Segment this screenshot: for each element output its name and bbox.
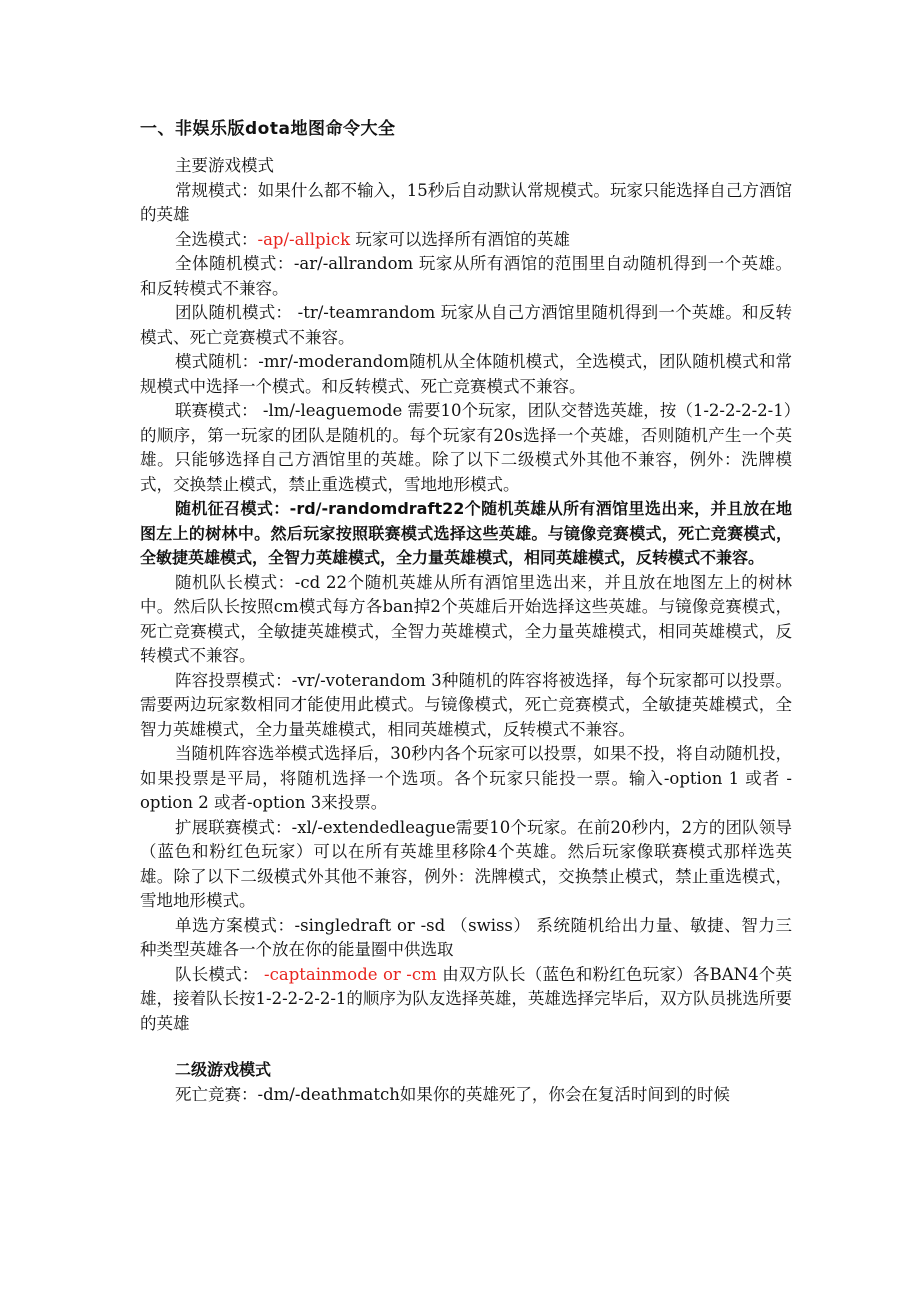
section-heading-secondary-modes: 二级游戏模式 (175, 1060, 272, 1079)
captainmode-label: 队长模式： (175, 964, 259, 984)
allpick-desc: 玩家可以选择所有酒馆的英雄 (350, 229, 570, 249)
paragraph-singledraft-mode: 单选方案模式：-singledraft or -sd （swiss） 系统随机给出力量、敏捷、智力三种类型英雄各一个放在你的能量圈中供选取 (140, 915, 792, 959)
paragraph-captaindraft-mode: 随机队长模式：-cd 22个随机英雄从所有酒馆里选出来，并且放在地图左上的树林中。然后队长按照cm模式每方各ban掉2个英雄后开始选择这些英雄。与镜像竞赛模式，死亡竞赛模式，全敏捷英雄模式，全智力英雄模式，全力量英雄模式，相同英雄模式，反转模式不兼容。 (140, 572, 792, 665)
paragraph-extendedleague-mode: 扩展联赛模式：-xl/-extendedleague需要10个玩家。在前20秒内，2方的团队领导（蓝色和粉红色玩家）可以在所有英雄里移除4个英雄。然后玩家像联赛模式那样选英雄。除了以下二级模式外其他不兼容，例外：洗牌模式，交换禁止模式，禁止重选模式，雪地地形模式。 (140, 817, 792, 910)
captainmode-desc: 由双方队长（蓝色和粉红色玩家）各BAN4个英雄，接着队长按1-2-2-2-2-1的顺序为队友选择英雄，英雄选择完毕后，双方队员挑选所要的英雄 (140, 964, 792, 1033)
allpick-label: 全选模式： (175, 229, 258, 249)
captainmode-command: -captainmode or -cm (258, 964, 443, 984)
document-body (140, 154, 792, 1107)
paragraph-moderandom-mode: 模式随机：-mr/-moderandom随机从全体随机模式，全选模式，团队随机模式和常规模式中选择一个模式。和反转模式、死亡竞赛模式不兼容。 (140, 352, 792, 396)
paragraph-allrandom-mode: 全体随机模式：-ar/-allrandom 玩家从所有酒馆的范围里自动随机得到一个英雄。和反转模式不兼容。 (140, 254, 792, 298)
document-title: 一、非娱乐版dota地图命令大全 (140, 119, 396, 139)
paragraph-teamrandom-mode: 团队随机模式： -tr/-teamrandom 玩家从自己方酒馆里随机得到一个英雄。和反转模式、死亡竞赛模式不兼容。 (140, 303, 792, 347)
section-heading-main-modes: 主要游戏模式 (175, 156, 274, 175)
allpick-command: -ap/-allpick (257, 229, 351, 249)
paragraph-vote-detail: 当随机阵容选举模式选择后，30秒内各个玩家可以投票，如果不投，将自动随机投，如果投票是平局，将随机选择一个选项。各个玩家只能投一票。输入-option 1 或者 -option 2 或者-option 3来投票。 (140, 744, 792, 812)
paragraph-randomdraft-mode: 随机征召模式：-rd/-randomdraft22个随机英雄从所有酒馆里选出来，并且放在地图左上的树林中。然后玩家按照联赛模式选择这些英雄。与镜像竞赛模式，死亡竞赛模式，全敏捷英雄模式，全智力英雄模式，全力量英雄模式，相同英雄模式，反转模式不兼容。 (140, 499, 792, 567)
paragraph-deathmatch-mode: 死亡竞赛：-dm/-deathmatch如果你的英雄死了，你会在复活时间到的时候 (175, 1084, 730, 1104)
paragraph-voterandom-mode: 阵容投票模式：-vr/-voterandom 3种随机的阵容将被选择，每个玩家都可以投票。需要两边玩家数相同才能使用此模式。与镜像模式，死亡竞赛模式，全敏捷英雄模式，全智力英雄模式，全力量英雄模式，相同英雄模式，反转模式不兼容。 (140, 670, 792, 739)
paragraph-allpick-mode (140, 228, 792, 253)
paragraph-league-mode: 联赛模式： -lm/-leaguemode 需要10个玩家，团队交替选英雄，按（1-2-2-2-2-1）的顺序，第一玩家的团队是随机的。每个玩家有20s选择一个英雄，否则随机产生一个英雄。只能够选择自己方酒馆里的英雄。除了以下二级模式外其他不兼容，例外：洗牌模式，交换禁止模式，禁止重选模式，雪地地形模式。 (140, 401, 792, 494)
paragraph-captain-mode (140, 963, 792, 1037)
paragraph-normal-mode: 常规模式：如果什么都不输入，15秒后自动默认常规模式。玩家只能选择自己方酒馆的英雄 (140, 180, 792, 224)
